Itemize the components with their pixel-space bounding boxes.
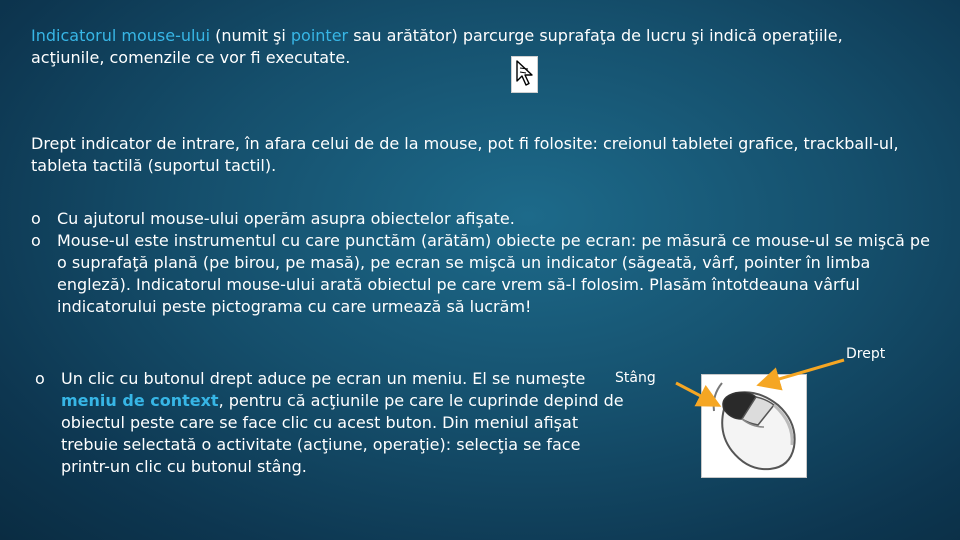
term-context-menu: meniu de context xyxy=(61,391,219,410)
term-mouse-indicator: Indicatorul mouse-ului xyxy=(31,26,211,45)
computer-mouse-icon xyxy=(701,374,807,478)
bullet-list-context-menu xyxy=(35,368,631,478)
text-fragment: (numit şi xyxy=(210,26,291,45)
mouse-pointer-icon xyxy=(511,56,538,93)
bullet-mark: o xyxy=(35,369,45,388)
text-fragment: , pentru că acţiunile pe care le cuprinde depind de obiectul peste care se face clic cu acest buton. Din meniul afişat trebuie selectată o activitate (acţiune, operaţie): selecţia se face printr-un clic cu butonul stâng. xyxy=(61,391,624,476)
paragraph-input-devices: Drept indicator de intrare, în afara celui de de la mouse, pot fi folosite: creionul tabletei grafice, trackball-ul, tableta tactilă (suportul tactil). xyxy=(31,134,899,175)
label-left-button: Stâng xyxy=(615,370,656,386)
bullet-mark: o xyxy=(31,209,41,228)
term-pointer: pointer xyxy=(290,26,349,45)
paragraph-pointer-intro xyxy=(31,25,911,69)
list-item-text: Cu ajutorul mouse-ului operăm asupra obiectelor afişate. xyxy=(57,209,515,228)
text-fragment: sau arătător) parcurge suprafaţa de lucru şi indică operaţiile, acţiunile, comenzile ce vor fi executate. xyxy=(31,26,843,67)
list-item-text: Mouse-ul este instrumentul cu care punctăm (arătăm) obiecte pe ecran: pe măsură ce mouse-ul se mişcă pe o suprafaţă plană (pe birou, pe masă), pe ecran se mişcă un indicator (săgeată, vârf, pointer în limba engleză). Indicatorul mouse-ului arată obiectul pe care vrem să-l folosim. Plasăm întotdeauna vârful indicatorului peste pictograma cu care urmează să lucrăm! xyxy=(57,231,930,316)
list-item xyxy=(31,208,931,230)
label-right-button: Drept xyxy=(846,346,886,362)
text-fragment: Un clic cu butonul drept aduce pe ecran un meniu. El se numeşte xyxy=(61,369,586,388)
list-item xyxy=(35,368,631,478)
bullet-mark: o xyxy=(31,231,41,250)
bullet-list xyxy=(31,208,931,318)
list-item xyxy=(31,230,931,318)
